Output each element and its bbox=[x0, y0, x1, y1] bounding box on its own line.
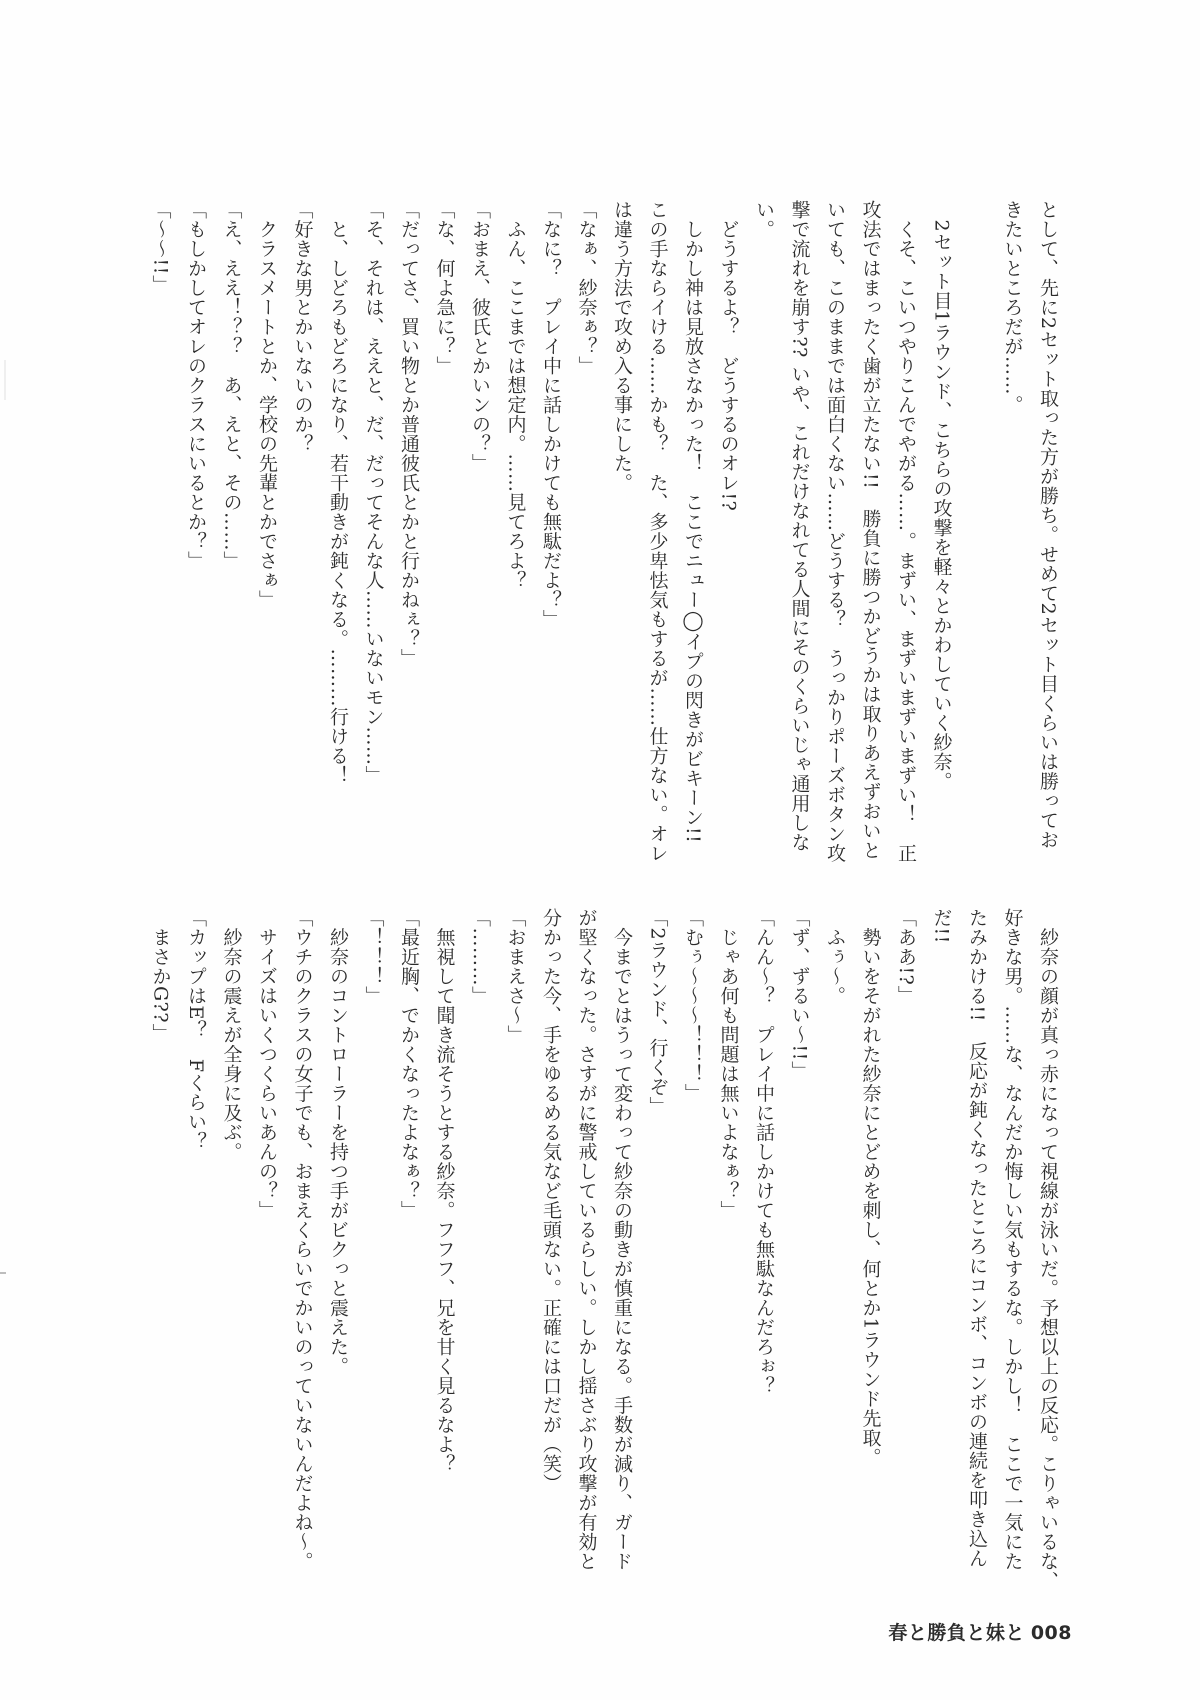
text-line: 「んん～？ プレイ中に話しかけても無駄なんだろぉ？ bbox=[753, 908, 775, 1396]
text-line: ふぅ～。 bbox=[824, 908, 846, 1006]
text-line: が堅くなった。さすがに警戒しているらしい。しかし揺さぶり攻撃が有効と bbox=[575, 908, 598, 1571]
text-line: 勢いをそがれた紗奈にとどめを刺し、何とか1ラウンド先取。 bbox=[859, 908, 882, 1467]
text-line: サイズはいくつくらいあんの？」 bbox=[256, 908, 278, 1220]
lower-text-block bbox=[142, 908, 1065, 1591]
text-line: は違う方法で攻め入る事にした。 bbox=[611, 200, 633, 493]
text-line: 「………」 bbox=[469, 908, 491, 1006]
text-line: どうするよ？ どうするのオレ!? bbox=[717, 200, 740, 512]
paper-smudge bbox=[4, 360, 6, 400]
text-line: 「2ラウンド、行くぞ」 bbox=[646, 908, 669, 1116]
text-line: 「なに？ プレイ中に話しかけても無駄だよ？」 bbox=[540, 200, 562, 629]
text-line: と、しどろもどろになり、若干動きが鈍くなる。………行ける！ bbox=[327, 200, 349, 785]
fold-mark bbox=[0, 1272, 6, 1274]
text-line: 「！！！」 bbox=[362, 908, 385, 1006]
text-line: 「好きな男とかいないのか？ bbox=[291, 200, 314, 454]
text-line: ふん、ここまでは想定内。……見てろよ？ bbox=[504, 200, 527, 590]
text-line: 「おまえさ～」 bbox=[504, 908, 527, 1045]
text-line: 「むぅ～～～！！！」 bbox=[682, 908, 704, 1103]
text-line: 紗奈の震えが全身に及ぶ。 bbox=[220, 908, 243, 1162]
text-line: まさかG??」 bbox=[149, 908, 172, 1043]
text-line: 「ああ!?」 bbox=[895, 908, 917, 1005]
text-line: 分かった今、手をゆるめる気など毛頭ない。正確には口だが（笑） bbox=[540, 908, 562, 1493]
text-line: い。 bbox=[753, 200, 775, 239]
text-line: 攻法ではまったく歯が立たない!! 勝負に勝つかどうかは取りあえずおいと bbox=[859, 200, 882, 860]
text-line: 紗奈のコントローラーを持つ手がビクっと震えた。 bbox=[327, 908, 349, 1376]
text-line: 「おまえ、彼氏とかいンの？」 bbox=[469, 200, 491, 473]
text-line: くそ、こいつやりこんでやがる……。まずい、まずいまずいまずい！ 正 bbox=[895, 200, 917, 863]
text-line: きたいところだが……。 bbox=[1001, 200, 1024, 415]
text-line: 「なぁ、紗奈ぁ？」 bbox=[575, 200, 598, 376]
book-title: 春と勝負と妹と bbox=[888, 1622, 1025, 1644]
text-line: この手ならイける……かも？ た、多少卑怯気もするが……仕方ない。オレ bbox=[646, 200, 669, 863]
text-line: じゃあ何も問題は無いよなぁ？」 bbox=[717, 908, 740, 1220]
text-line: 紗奈の顔が真っ赤になって視線が泳いだ。予想以上の反応。こりゃいるな、 bbox=[1037, 908, 1059, 1591]
text-line: たみかける!! 反応が鈍くなったところにコンボ、コンボの連続を叩き込ん bbox=[966, 908, 988, 1568]
text-line: 「だってさ、買い物とか普通彼氏とかと行かねぇ？」 bbox=[398, 200, 420, 668]
text-line: だ!! bbox=[930, 908, 953, 944]
text-line: 撃で流れを崩す?? いや、これだけなれてる人間にそのくらいじゃ通用しな bbox=[788, 200, 811, 852]
text-line: しかし神は見放さなかった！ ここでニュー◯イプの閃きがビキーン!! bbox=[682, 200, 704, 844]
text-line: 「最近胸、でかくなったよなぁ？」 bbox=[398, 908, 420, 1220]
text-line: 「もしかしてオレのクラスにいるとか？」 bbox=[185, 200, 207, 571]
page-number: 008 bbox=[1030, 1622, 1072, 1644]
text-line: いても、このままでは面白くない……どうする？ うっかりポーズボタン攻 bbox=[824, 200, 846, 863]
text-line: 「カップはE？ Fくらい？ bbox=[185, 908, 207, 1151]
text-line: 好きな男。……な、なんだか悔しい気もするな。しかし！ ここで一気にた bbox=[1001, 908, 1024, 1571]
text-line: 「そ、それは、ええと、だ、だってそんな人……いないモン……」 bbox=[362, 200, 385, 785]
text-line: 「な、何よ急に？」 bbox=[433, 200, 456, 376]
text-line: 「ウチのクラスの女子でも、おまえくらいでかいのっていないんだよね～。 bbox=[291, 908, 314, 1571]
text-line: 無視して聞き流そうとする紗奈。フフフ、兄を甘く見るなよ？ bbox=[433, 908, 456, 1474]
upper-text-block bbox=[142, 200, 1065, 863]
text-line: 「ず、ずるい～!!」 bbox=[788, 908, 811, 1081]
page-footer bbox=[888, 1618, 1072, 1645]
text-line bbox=[959, 200, 995, 850]
text-line: 2セット目1ラウンド、こちらの攻撃を軽々とかわしていく紗奈。 bbox=[930, 200, 953, 791]
text-line: 「～～!!」 bbox=[149, 200, 172, 295]
text-line: として、先に2セット取った方が勝ち。せめて2セット目くらいは勝ってお bbox=[1037, 200, 1059, 850]
text-line: クラスメートとか、学校の先輩とかでさぁ」 bbox=[256, 200, 278, 610]
text-line: 今までとはうって変わって紗奈の動きが慎重になる。手数が減り、ガード bbox=[611, 908, 633, 1571]
text-line: 「え、ええ！？？ あ、えと、その……」 bbox=[220, 200, 243, 571]
